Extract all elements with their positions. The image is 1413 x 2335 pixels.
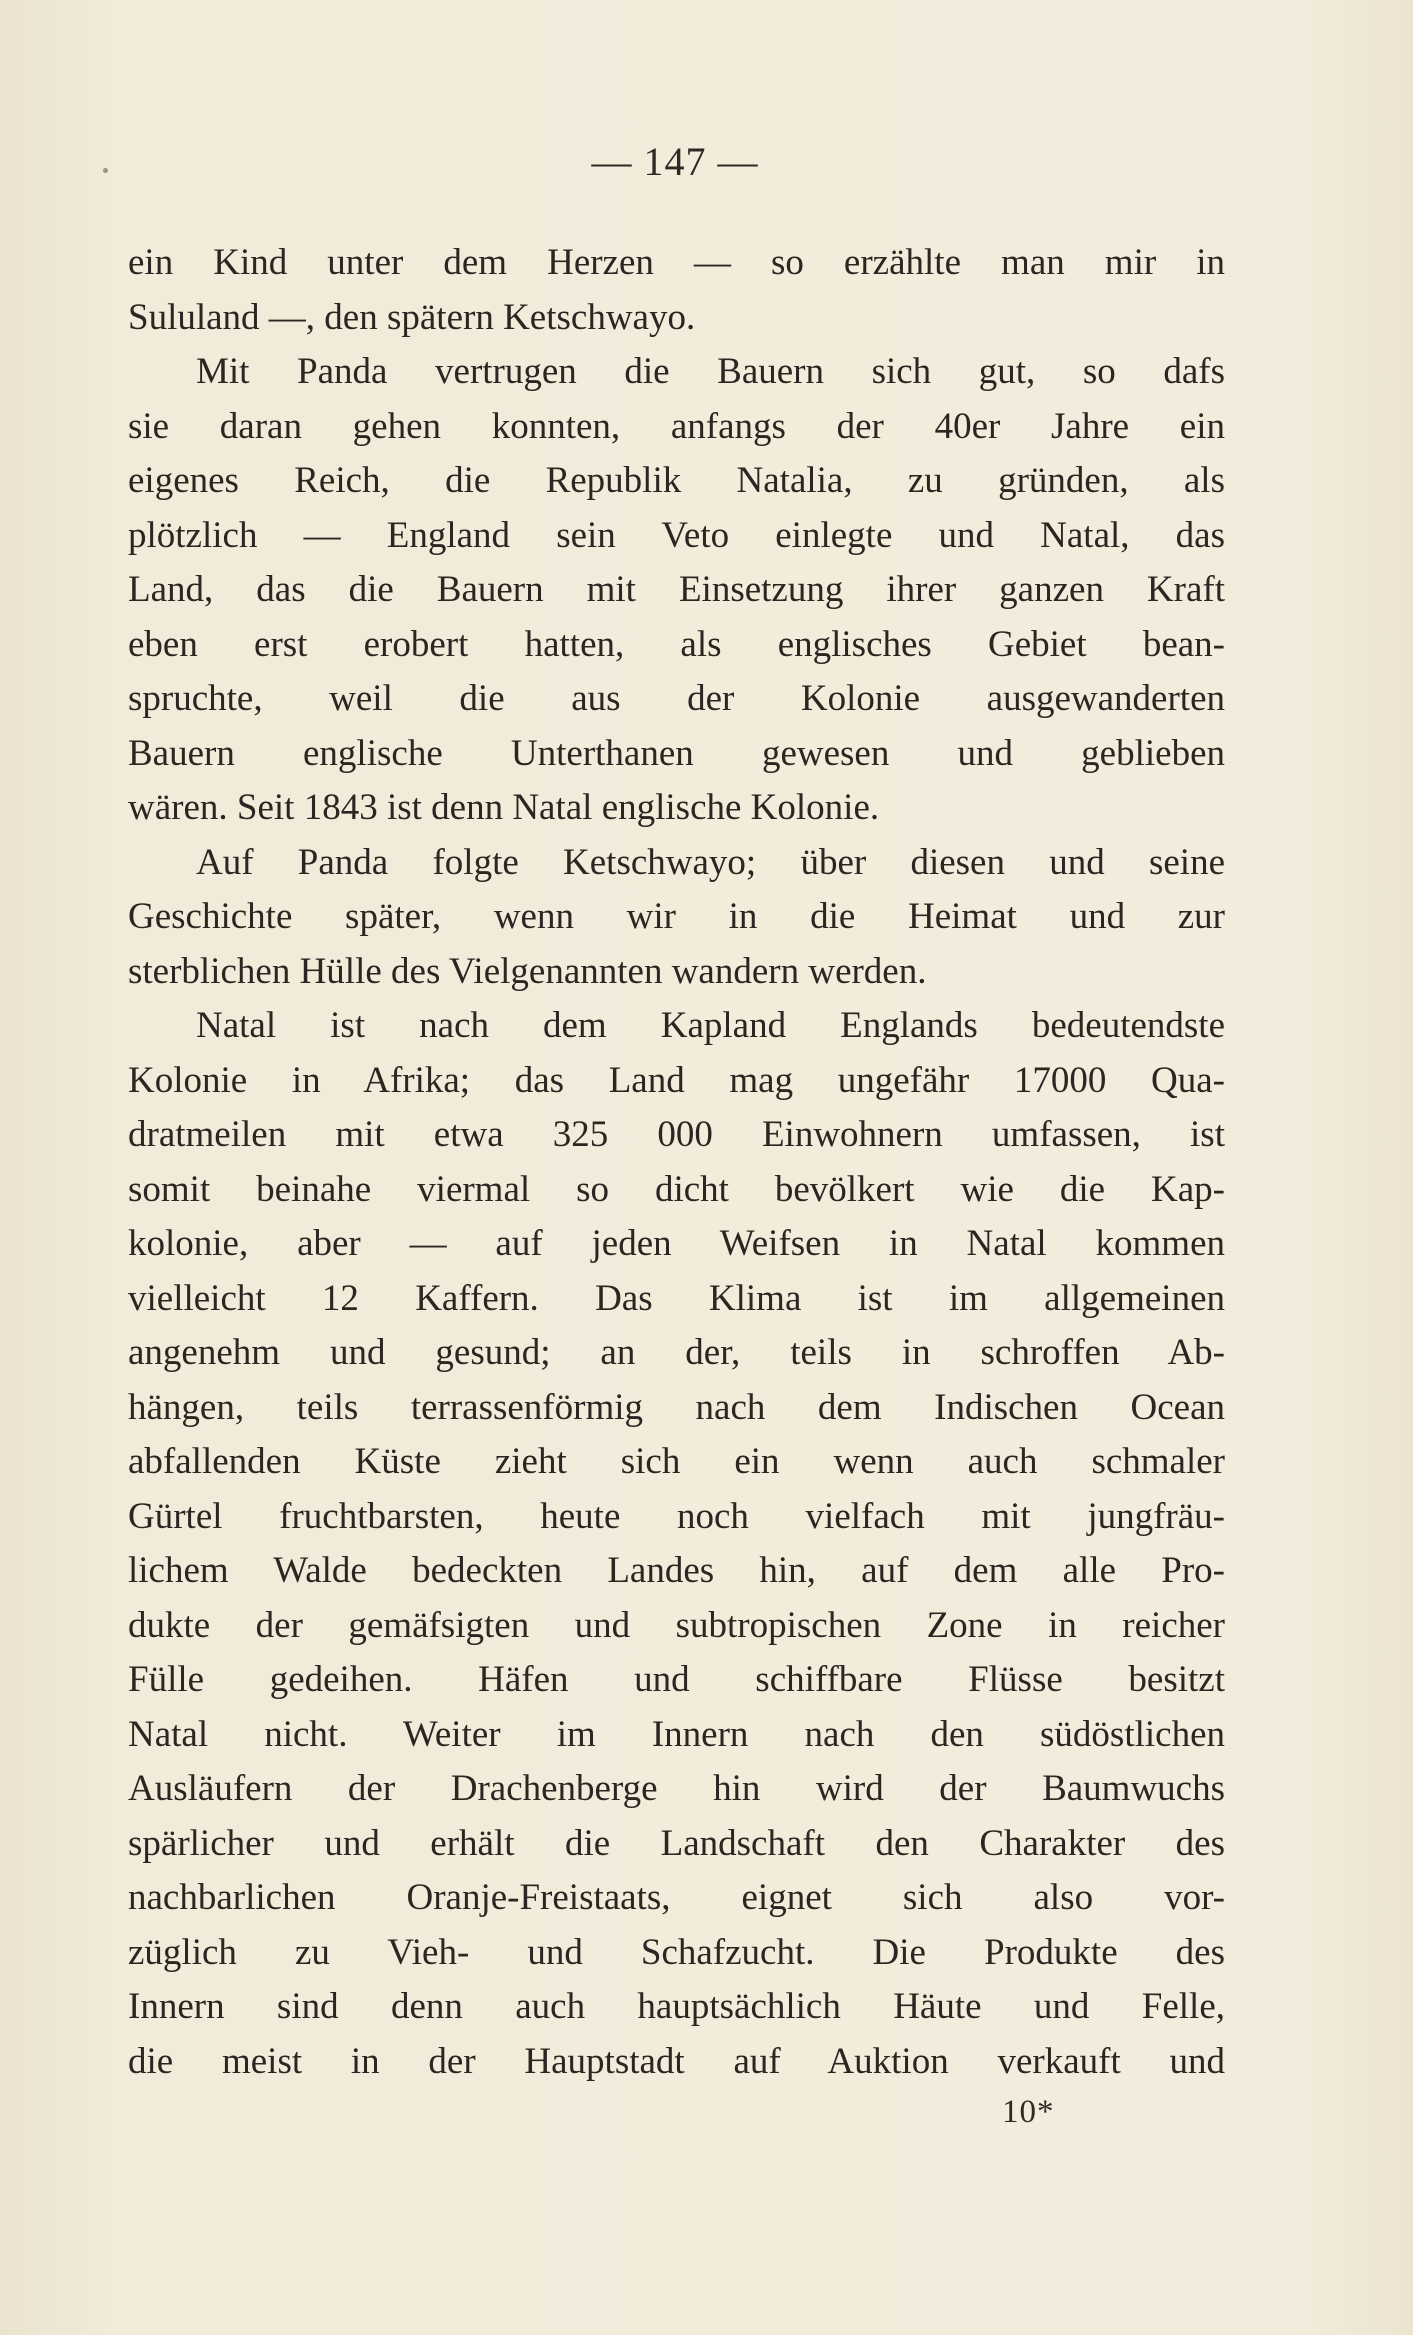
text-line: Fülle gedeihen. Häfen und schiffbare Flüsse besitzt (128, 1659, 1225, 1700)
text-line: kolonie, aber — auf jeden Weifsen in Natal kommen (128, 1223, 1225, 1264)
signature-mark: 10* (1002, 2094, 1055, 2130)
text-line: abfallenden Küste zieht sich ein wenn auch schmaler (128, 1441, 1225, 1482)
text-line: somit beinahe viermal so dicht bevölkert wie die Kap- (128, 1168, 1225, 1210)
text-line: Innern sind denn auch hauptsächlich Häute und Felle, (128, 1986, 1225, 2027)
text-line: dukte der gemäfsigten und subtropischen Zone in reicher (128, 1604, 1225, 1646)
text-line: Gürtel fruchtbarsten, heute noch vielfach mit jungfräu- (128, 1495, 1225, 1537)
text-line: nachbarlichen Oranje-Freistaats, eignet sich also vor- (128, 1877, 1225, 1918)
text-line: plötzlich — England sein Veto einlegte und Natal, das (128, 514, 1225, 556)
text-line: züglich zu Vieh- und Schafzucht. Die Produkte des (128, 1931, 1225, 1973)
text-line: eigenes Reich, die Republik Natalia, zu gründen, als (128, 460, 1225, 501)
text-line: vielleicht 12 Kaffern. Das Klima ist im allgemeinen (128, 1277, 1225, 1319)
text-line: Kolonie in Afrika; das Land mag ungefähr 17000 Qua- (128, 1059, 1225, 1101)
text-line: angenehm und gesund; an der, teils in schroffen Ab- (128, 1332, 1225, 1373)
text-line: Natal nicht. Weiter im Innern nach den südöstlichen (128, 1713, 1225, 1755)
text-line: spärlicher und erhält die Landschaft den Charakter des (128, 1822, 1225, 1864)
text-line: Ausläufern der Drachenberge hin wird der Baumwuchs (128, 1768, 1225, 1809)
text-line: sie daran gehen konnten, anfangs der 40er Jahre ein (128, 405, 1225, 447)
text-line: dratmeilen mit etwa 325 000 Einwohnern umfassen, ist (128, 1114, 1225, 1155)
text-line: sterblichen Hülle des Vielgenannten wandern werden. (128, 950, 927, 992)
text-line: Mit Panda vertrugen die Bauern sich gut, so dafs (196, 351, 1225, 392)
text-line: eben erst erobert hatten, als englisches Gebiet bean- (128, 623, 1225, 665)
text-line: ein Kind unter dem Herzen — so erzählte man mir in (128, 242, 1225, 283)
text-line: Natal ist nach dem Kapland Englands bedeutendste (196, 1005, 1225, 1046)
text-line: die meist in der Hauptstadt auf Auktion verkauft und (128, 2040, 1225, 2082)
text-line: Bauern englische Unterthanen gewesen und geblieben (128, 732, 1225, 774)
text-line: spruchte, weil die aus der Kolonie ausgewanderten (128, 678, 1225, 719)
page-number: — 147 — (591, 139, 759, 184)
text-line: Land, das die Bauern mit Einsetzung ihrer ganzen Kraft (128, 569, 1225, 610)
text-line: Geschichte später, wenn wir in die Heimat und zur (128, 896, 1225, 937)
text-line: lichem Walde bedeckten Landes hin, auf dem alle Pro- (128, 1550, 1225, 1591)
text-line: Auf Panda folgte Ketschwayo; über diesen und seine (196, 841, 1225, 883)
text-line: wären. Seit 1843 ist denn Natal englische Kolonie. (128, 787, 880, 828)
body-text (128, 236, 1225, 2089)
text-line: hängen, teils terrassenförmig nach dem Indischen Ocean (128, 1386, 1225, 1428)
text-line: Sululand —, den spätern Ketschwayo. (128, 296, 696, 338)
